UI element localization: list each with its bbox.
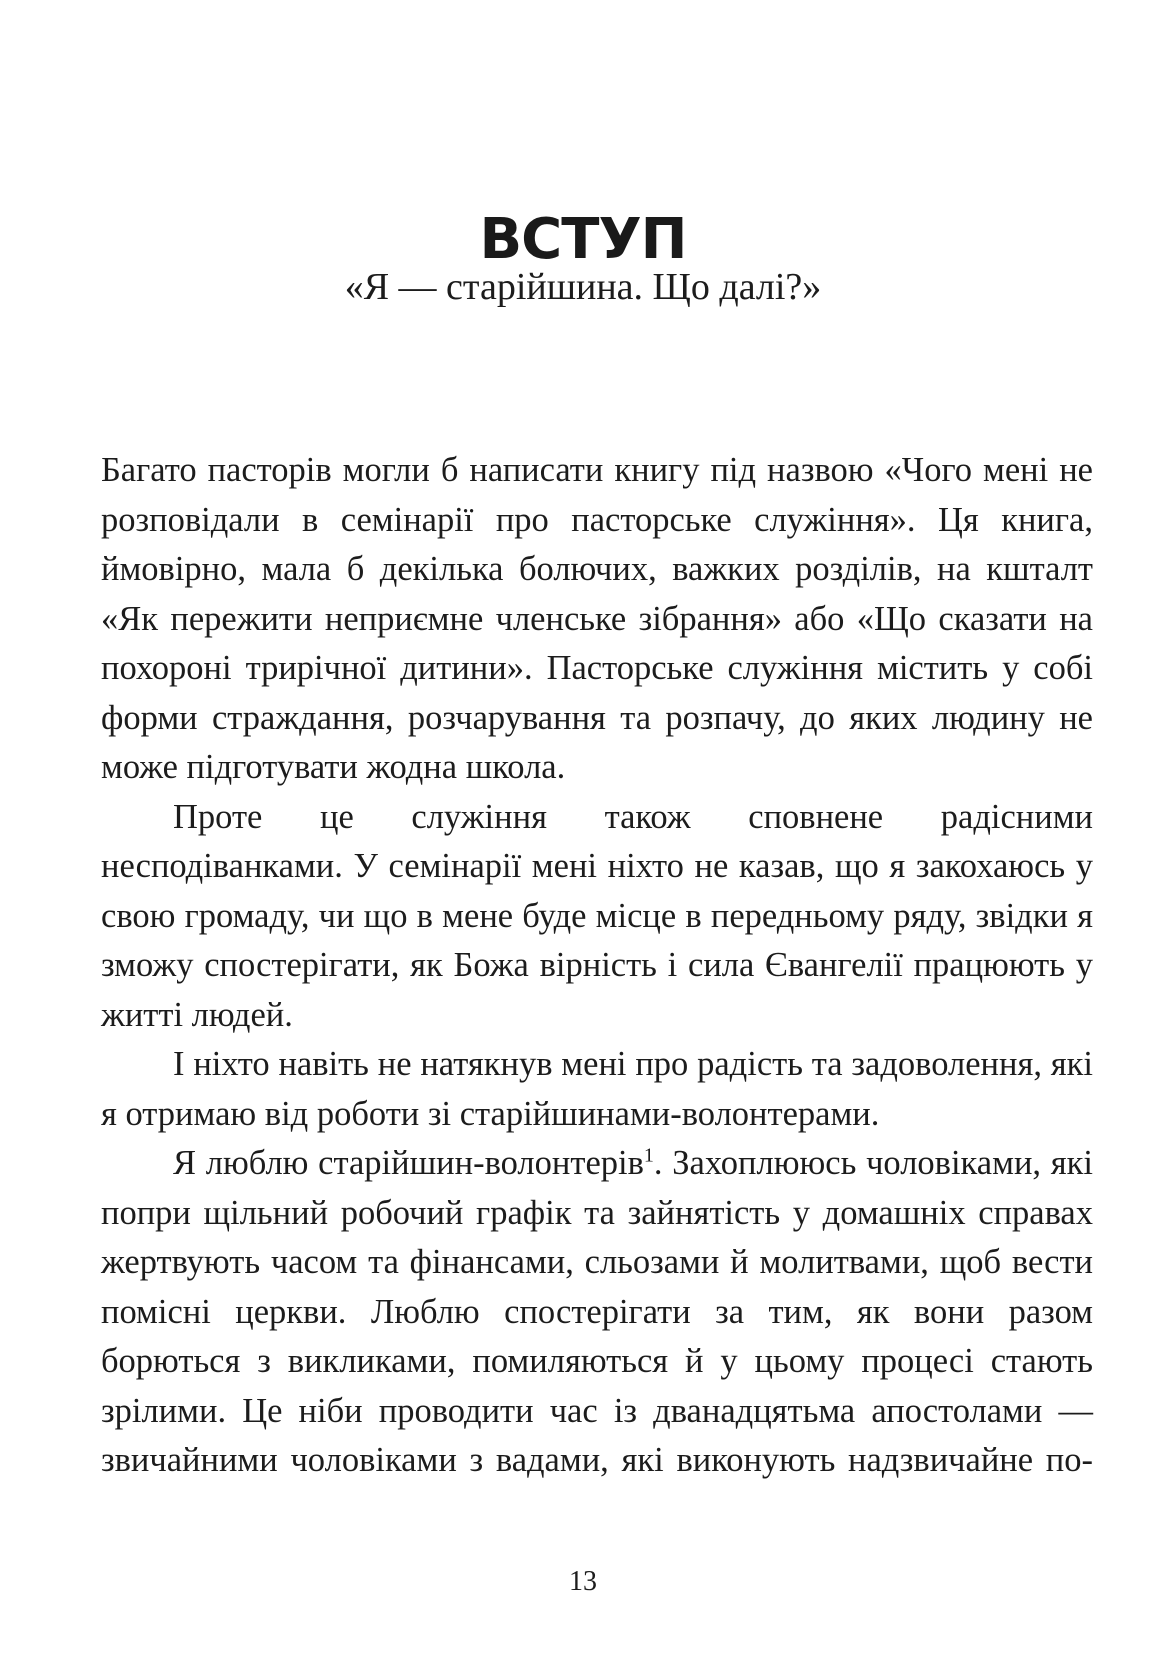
paragraph-2: Проте це служіння також сповнене радісними несподіванками. У семінарії мені ніхто не казав, що я закохаюсь у свою громаду, чи що в мене буде місце в передньому ряду, звідки я зможу спостерігати, як Божа вірність і сила Євангелії працюють у житті людей. [101, 797, 1093, 1034]
body-text [101, 446, 1093, 1486]
paragraph-4-rest: . Захоплююсь чоловіками, які попри щільний робочий графік та зайнятість у домашніх справах жертвують часом та фінансами, сльозами й молитвами, щоб вести помісні церкви. Люблю спостерігати за тим, як вони разом борються з викликами, помиляються й у цьому процесі стають зрілими. Це ніби проводити час із дванадцятьма апостолами — звичайними чоловіками з вадами, які виконують надзвичайне по- [101, 1144, 1093, 1479]
footnote-marker[interactable]: 1 [643, 1144, 654, 1167]
chapter-subtitle: «Я — старійшина. Що далі?» [344, 266, 822, 308]
paragraph-3: І ніхто навіть не натякнув мені про радість та задоволення, які я отримаю від роботи зі старійшинами-волонтерами. [101, 1045, 1093, 1133]
page-number: 13 [569, 1566, 597, 1597]
paragraph-1: Багато пасторів могли б написати книгу під назвою «Чого мені не розповідали в семінарії про пасторське служіння». Ця книга, ймовірно, мала б декілька болючих, важких розділів, на кшталт «Як пережити неприємне членське зібрання» або «Що сказати на похороні трирічної дитини». Пасторське служіння містить у собі форми страждання, розчарування та розпачу, до яких людину не може підготувати жодна школа. [101, 451, 1093, 786]
paragraph-4 [101, 1139, 1093, 1486]
chapter-title: ВСТУП [479, 206, 687, 272]
paragraph-4-start: Я люблю старійшин-волонтерів [173, 1144, 644, 1182]
